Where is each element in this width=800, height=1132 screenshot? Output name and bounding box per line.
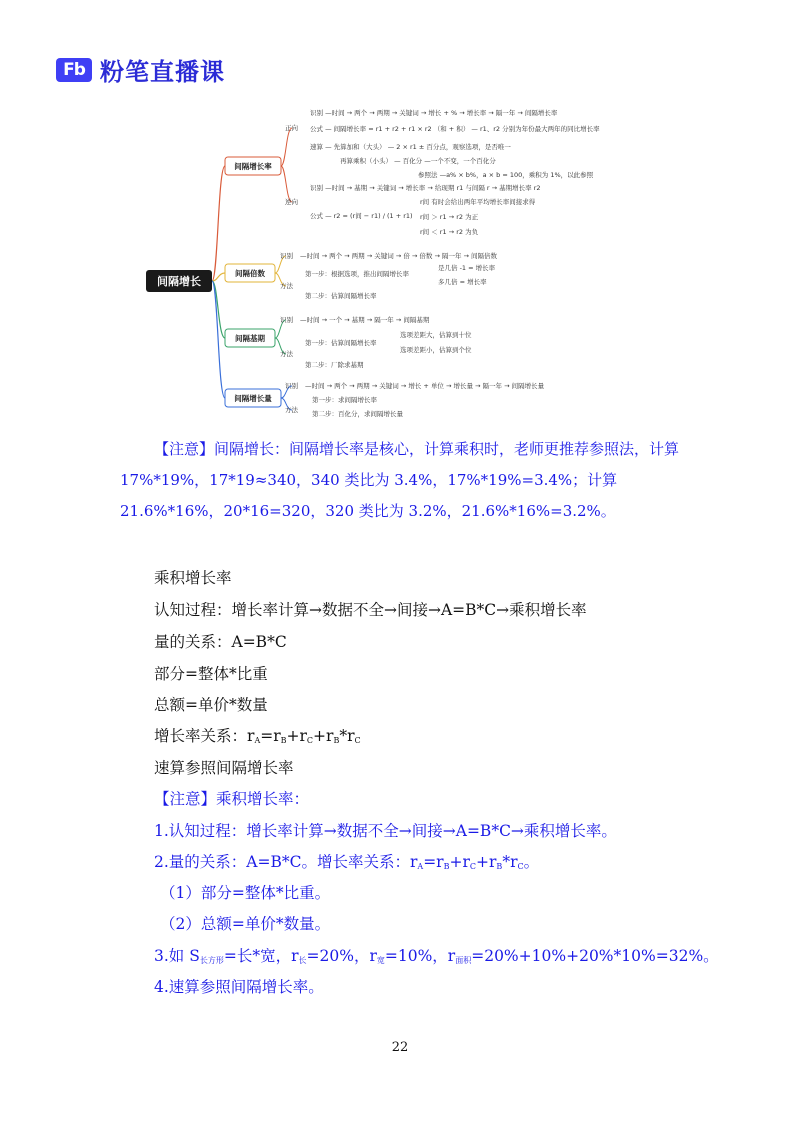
mindmap-item: 识别 —时间 → 两个 → 两期 → 关键词 → 增长 + % → 增长率 → 隔一年 → 间隔增长率 (310, 109, 558, 117)
mindmap-branch-2-child-1: 识别 (280, 252, 293, 260)
mindmap-item: —时间 → 两个 → 两期 → 关键词 → 倍 → 倍数 → 隔一年 → 间隔倍数 (300, 252, 498, 260)
note2-label: 【注意】乘积增长率： (154, 790, 310, 808)
note2-item-2a: （1）部分=整体*比重。 (160, 884, 331, 902)
mindmap-branch-1-child-2: 逆向 (285, 198, 298, 206)
logo-text: 粉笔直播课 (100, 58, 225, 86)
note2-item-3: 3.如 $S_{长方形}=$长*宽，$r_长=20\%$，$r_宽=10\%$，$r_{面积}=20\%+10\%+20\%*10\%=32\%$。 (154, 947, 719, 965)
mindmap-branch-4: 间隔增长量 (234, 394, 272, 403)
mindmap-branch-3: 间隔基期 (235, 334, 265, 343)
section-line-5: 增长率关系：$r_A=r_B+r_C+r_B*r_C$ (154, 727, 361, 745)
mindmap-item: 第一步：根据选项，推出间隔增长率 (305, 270, 409, 278)
note2-item-4: 4.速算参照间隔增长率。 (154, 978, 324, 996)
mindmap-item: 参照法 —a% × b%，a × b = 100，乘积为 1%，以此参照 (418, 171, 594, 179)
section-title: 乘积增长率 (154, 569, 232, 587)
logo (56, 52, 225, 87)
mindmap-item: 第二步：厂除求基期 (305, 361, 364, 369)
page-number: 22 (391, 1040, 409, 1055)
mindmap-item: —时间 → 一个 → 基期 → 隔一年 → 间隔基期 (300, 316, 430, 324)
mindmap-branch-1-child-1: 正向 (285, 124, 298, 132)
mindmap-item: 第二步：估算间隔增长率 (305, 292, 377, 300)
section-line-3: 部分=整体*比重 (154, 665, 268, 683)
mindmap-item: 公式 — r2 = (r间 − r1) / (1 + r1) (310, 212, 413, 220)
mindmap-branch-3-child-2: 方法 (280, 350, 293, 358)
mindmap-item: 多几倍 = 增长率 (438, 278, 487, 286)
section-line-1: 认知过程：增长率计算→数据不全→间接→A=B*C→乘积增长率 (154, 601, 587, 619)
mindmap-root: 间隔增长 (157, 275, 201, 288)
mindmap-item: 识别 —时间 → 基期 → 关键词 → 增长率 → 给现期 r1 与间隔 r → 基期增长率 r2 (310, 184, 541, 192)
mindmap-item: —时间 → 两个 → 两期 → 关键词 → 增长 + 单位 → 增长量 → 隔一年 → 间隔增长量 (305, 382, 545, 390)
mindmap-item: 第二步：百化分，求间隔增长量 (312, 410, 403, 418)
mindmap-item: 速算 — 先算加和（大头） — 2 × r1 ± 百分点，观察选项，是否唯一 (310, 143, 511, 151)
mindmap-item: 第一步：求间隔增长率 (312, 396, 377, 404)
mindmap-branch-1: 间隔增长率 (234, 162, 272, 171)
mind-map (140, 98, 660, 420)
section-line-7: 速算参照间隔增长率 (154, 759, 294, 777)
mindmap-item: 是几倍 -1 = 增长率 (438, 264, 496, 272)
mindmap-branch-2-child-2: 方法 (280, 282, 293, 290)
mindmap-branch-4-child-2: 方法 (285, 406, 298, 414)
section-line-4: 总额=单价*数量 (154, 696, 268, 714)
logo-mark: Fb (56, 58, 92, 82)
mindmap-item: r间 ＞ r1 → r2 为正 (420, 213, 479, 221)
mindmap-item: 选项差距小，估算到个位 (400, 346, 472, 354)
mindmap-item: 选项差距大，估算到十位 (400, 331, 472, 339)
mindmap-item: 公式 — 间隔增长率 = r1 + r2 + r1 × r2 （和 + 积） — r1、r2 分别为年份最大两年的同比增长率 (310, 125, 600, 133)
note2-item-1: 1.认知过程：增长率计算→数据不全→间接→A=B*C→乘积增长率。 (154, 822, 617, 840)
mindmap-item: r间 有时会给出两年平均增长率间接求得 (420, 198, 536, 206)
mindmap-branch-3-child-1: 识别 (280, 316, 293, 324)
mindmap-item: 第一步：估算间隔增长率 (305, 339, 377, 347)
mindmap-branch-4-child-1: 识别 (285, 382, 298, 390)
note-label: 【注意】 (154, 440, 215, 458)
note-text: 间隔增长：间隔增长率是核心，计算乘积时，老师更推荐参照法，计算 17%*19%，17*19≈340，340 类比为 3.4%，17%*19%=3.4%；计算 21.6%*16%，20*16=320，320 类比为 3.2%，21.6%*16%=3.2%。 (120, 440, 680, 520)
note2-item-2b: （2）总额=单价*数量。 (160, 915, 331, 933)
mindmap-branch-2: 间隔倍数 (235, 269, 265, 278)
note2-item-2: 2.量的关系：A=B*C。增长率关系：$r_A=r_B+r_C+r_B*r_C$。 (154, 853, 540, 871)
mindmap-item: 再算乘积（小头） — 百化分 —一个不变，一个百化分 (340, 157, 496, 165)
section-line-2: 量的关系：A=B*C (154, 633, 287, 651)
note-interval-growth (120, 434, 690, 527)
mindmap-item: r间 ＜ r1 → r2 为负 (420, 228, 479, 236)
